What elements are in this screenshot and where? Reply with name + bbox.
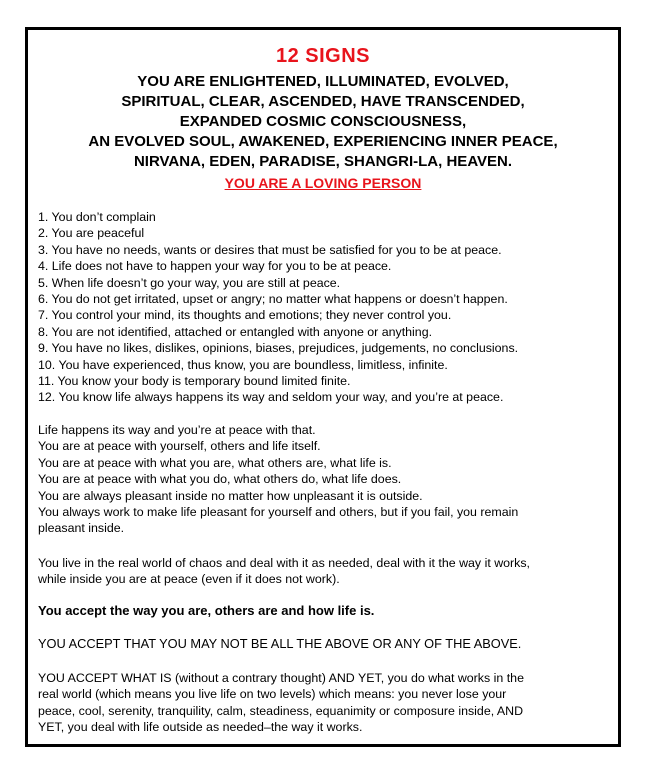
paragraph-line: pleasant inside. <box>38 521 125 536</box>
sign-item: 2. You are peaceful <box>38 226 145 241</box>
paragraph-line: You are always pleasant inside no matter how unpleasant it is outside. <box>38 488 423 503</box>
sign-item: 7. You control your mind, its thoughts and emotions; they never control you. <box>38 308 452 323</box>
sign-item: 6. You do not get irritated, upset or angry; no matter what happens or doesn’t happen. <box>38 292 508 307</box>
sign-item: 4. Life does not have to happen your way for you to be at peace. <box>38 259 392 274</box>
paragraph-line: You are at peace with what you are, what others are, what life is. <box>38 455 392 470</box>
paragraph-line: YOU ACCEPT WHAT IS (without a contrary thought) AND YET, you do what works in the <box>38 671 524 685</box>
sign-item: 11. You know your body is temporary bound limited finite. <box>38 374 351 389</box>
headline-line: SPIRITUAL, CLEAR, ASCENDED, HAVE TRANSCENDED, <box>121 93 525 110</box>
paragraph-accept-above: YOU ACCEPT THAT YOU MAY NOT BE ALL THE ABOVE OR ANY OF THE ABOVE. <box>38 636 522 651</box>
headline-line: AN EVOLVED SOUL, AWAKENED, EXPERIENCING INNER PEACE, <box>88 133 558 150</box>
headline <box>28 72 618 172</box>
sign-item: 10. You have experienced, thus know, you are boundless, limitless, infinite. <box>38 357 448 372</box>
paragraph-peace <box>38 422 610 537</box>
paragraph-accept-what-is <box>38 670 610 736</box>
sign-item: 8. You are not identified, attached or entangled with anyone or anything. <box>38 324 433 339</box>
paragraph-line: Life happens its way and you’re at peace with that. <box>38 423 316 437</box>
sign-item: 5. When life doesn’t go your way, you are still at peace. <box>38 275 341 290</box>
paragraph-line: while inside you are at peace (even if it does not work). <box>38 572 340 587</box>
sign-item: 9. You have no likes, dislikes, opinions, biases, prejudices, judgements, no conclusions. <box>38 341 519 356</box>
subtitle: YOU ARE A LOVING PERSON <box>224 175 422 191</box>
document-title: 12 SIGNS <box>275 45 371 67</box>
headline-line: YOU ARE ENLIGHTENED, ILLUMINATED, EVOLVED, <box>137 73 509 90</box>
paragraph-line: real world (which means you live life on two levels) which means: you never lose your <box>38 687 507 702</box>
sign-item: 3. You have no needs, wants or desires that must be satisfied for you to be at peace. <box>38 242 502 257</box>
paragraph-line: You live in the real world of chaos and deal with it as needed, deal with it the way it works, <box>38 556 531 570</box>
paragraph-line: YET, you deal with life outside as needed–the way it works. <box>38 720 363 735</box>
signs-list <box>38 209 610 406</box>
paragraph-line: You are at peace with yourself, others and life itself. <box>38 439 321 454</box>
headline-line: EXPANDED COSMIC CONSCIOUSNESS, <box>179 113 467 130</box>
paragraph-line: peace, cool, serenity, tranquility, calm, steadiness, equanimity or composure inside, AND <box>38 703 524 718</box>
paragraph-line: You are at peace with what you do, what others do, what life does. <box>38 472 402 487</box>
paragraph-acceptance: You accept the way you are, others are and how life is. <box>38 603 375 618</box>
sign-item: 1. You don’t complain <box>38 210 156 224</box>
sign-item: 12. You know life always happens its way and seldom your way, and you’re at peace. <box>38 390 504 405</box>
paragraph-real-world <box>38 555 610 588</box>
paragraph-line: You always work to make life pleasant for yourself and others, but if you fail, you remain <box>38 505 519 520</box>
headline-line: NIRVANA, EDEN, PARADISE, SHANGRI-LA, HEAVEN. <box>133 153 513 170</box>
document-frame <box>25 27 621 747</box>
